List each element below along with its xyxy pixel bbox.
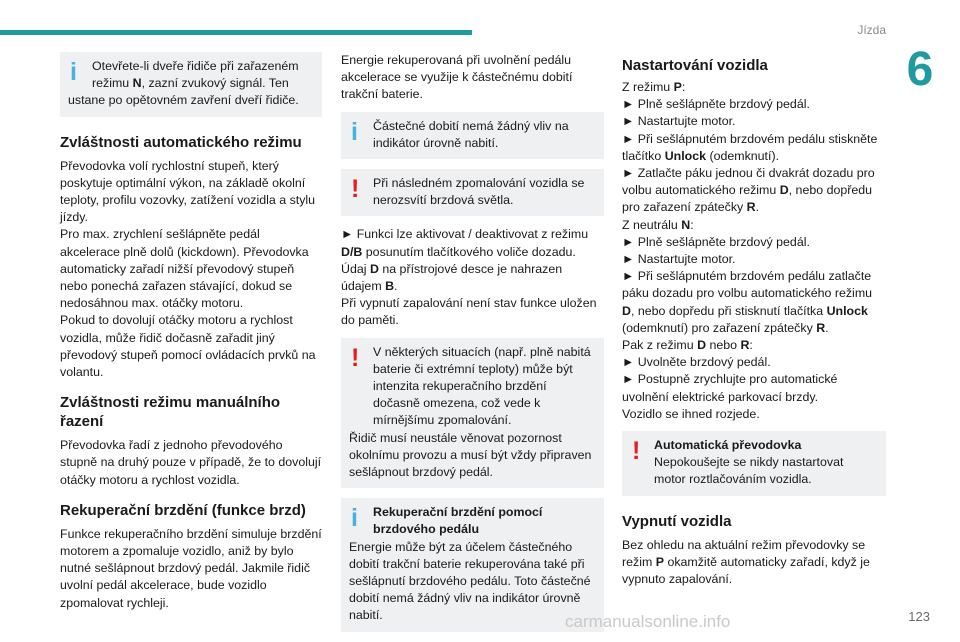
info-title: Rekuperační brzdění pomocí brzdového pedálu [373, 505, 543, 537]
paragraph: Vozidlo se ihned rozjede. [622, 406, 760, 421]
info-text: Otevřete-li dveře řidiče při zařazeném režimu N, zazní zvukový signál. Ten [92, 59, 299, 91]
paragraph: Pokud to dovolují otáčky motoru a rychlost vozidla, může řidič dočasně zařadit jiný převodový stupeň pomocí ovládacích prvků na volantu. [60, 313, 316, 380]
step: ► Zatlačte páku jednou či dvakrát dozadu pro volbu automatického režimu D, nebo dopředu pro zařazení zpátečky R. [622, 166, 875, 215]
step: ► Při sešlápnutém brzdovém pedálu zatlačte páku dozadu pro volbu automatického režimu D, nebo dopředu při stisknutí tlačítka Unlock (odemknutí) pro zařazení zpátečky R. [622, 269, 873, 335]
column-2 [341, 52, 604, 642]
paragraph: Z neutrálu N: [622, 217, 694, 232]
paragraph: Při vypnutí zapalování není stav funkce uložen do paměti. [341, 296, 597, 328]
warning-box [341, 338, 604, 489]
column-1 [60, 52, 322, 612]
info-icon: i [70, 58, 77, 86]
warning-icon: ! [351, 343, 360, 372]
paragraph: Převodovka volí rychlostní stupeň, který poskytuje optimální výkon, na základě okolní teploty, profilu vozovky, zatížení vozidla a stylu jízdy. [60, 158, 316, 225]
paragraph: Převodovka řadí z jednoho převodového stupně na druhý pouze v případě, že to dovolují otáčky motoru a rychlost vozidla. [60, 438, 322, 487]
info-text: Částečné dobití nemá žádný vliv na indikátor úrovně nabití. [373, 118, 569, 150]
watermark: carmanualsonline.info [565, 612, 731, 631]
paragraph: Energie rekuperovaná při uvolnění pedálu akcelerace se využije k částečnému dobití trakční baterie. [341, 53, 573, 102]
paragraph: Z režimu P: [622, 80, 686, 94]
paragraph: Pro max. zrychlení sešlápněte pedál akcelerace plně dolů (kickdown). Převodovka automaticky zařadí nižší převodový stupeň nebo ponechá zařazen stávající, dokud se nedosáhnou max. otáčky motoru. [60, 227, 309, 311]
warning-box [622, 431, 886, 496]
warning-text: Řidič musí neustále věnovat pozornost okolnímu provozu a musí být vždy připraven sešlápnout brzdový pedál. [349, 430, 592, 480]
column-3 [622, 52, 886, 588]
warning-text: Nepokoušejte se nikdy nastartovat motor roztlačováním vozidla. [654, 455, 844, 487]
heading-regen-braking: Rekuperační brzdění (funkce brzd) [60, 501, 306, 519]
heading-start-vehicle: Nastartování vozidla [622, 57, 768, 74]
warning-text: V některých situacích (např. plně nabitá baterie či extrémní teploty) může být intenzita rekuperačního brzdění dočasně omezena, což vede k mírnějšímu zpomalování. [373, 344, 591, 428]
heading-stop-vehicle: Vypnutí vozidla [622, 512, 732, 530]
warning-box [341, 169, 604, 216]
info-icon: i [351, 117, 358, 146]
warning-text: Při následném zpomalování vozidla se nerozsvítí brzdová světla. [373, 176, 585, 208]
info-icon: i [351, 504, 358, 533]
info-box [60, 52, 322, 117]
warning-icon: ! [632, 437, 641, 466]
info-box [341, 112, 604, 159]
step: ► Plně sešlápněte brzdový pedál. [622, 234, 810, 249]
warning-title: Automatická převodovka [654, 438, 802, 453]
step: ► Postupně zrychlujte pro automatické uvolnění elektrické parkovací brzdy. [622, 372, 838, 404]
chapter-number: 6 [906, 43, 934, 96]
page-number: 123 [908, 609, 930, 624]
paragraph: Funkce rekuperačního brzdění simuluje brzdění motorem a zpomaluje vozidlo, aniž by bylo nutné sešlápnout brzdový pedál. Jakmile řidič uvolní pedál akcelerace, bude vozidlo zpomalovat rychleji. [60, 526, 322, 610]
step: ► Plně sešlápněte brzdový pedál. [622, 97, 810, 112]
info-text: Energie může být za účelem částečného dobití trakční baterie rekuperována také při sešlápnutí brzdového pedálu. Toto částečné dobití nemá žádný vliv na indikátor úrovně nabití. [349, 539, 591, 623]
step: ► Nastartujte motor. [622, 114, 736, 129]
section-title: Jízda [857, 23, 886, 37]
paragraph: ► Funkci lze aktivovat / deaktivovat z režimu D/B posunutím tlačítkového voliče dozadu. [341, 227, 589, 259]
header-accent-bar [0, 30, 472, 35]
step: ► Uvolněte brzdový pedál. [622, 355, 771, 370]
paragraph: Údaj D na přístrojové desce je nahrazen údajem B. [341, 261, 563, 294]
heading-manual-mode: Zvláštnosti režimu manuálního řazení [60, 394, 281, 431]
warning-icon: ! [351, 175, 360, 204]
heading-auto-mode: Zvláštnosti automatického režimu [60, 133, 302, 151]
step: ► Nastartujte motor. [622, 252, 736, 267]
step: ► Při sešlápnutém brzdovém pedálu stiskněte tlačítko Unlock (odemknutí). [622, 131, 878, 163]
info-text-cont: ustane po opětovném zavření dveří řidiče. [68, 93, 299, 108]
paragraph: Pak z režimu D nebo R: [622, 338, 753, 353]
paragraph: Bez ohledu na aktuální režim převodovky se režim P okamžitě automaticky zařadí, když je vypnuto zapalování. [622, 537, 870, 587]
